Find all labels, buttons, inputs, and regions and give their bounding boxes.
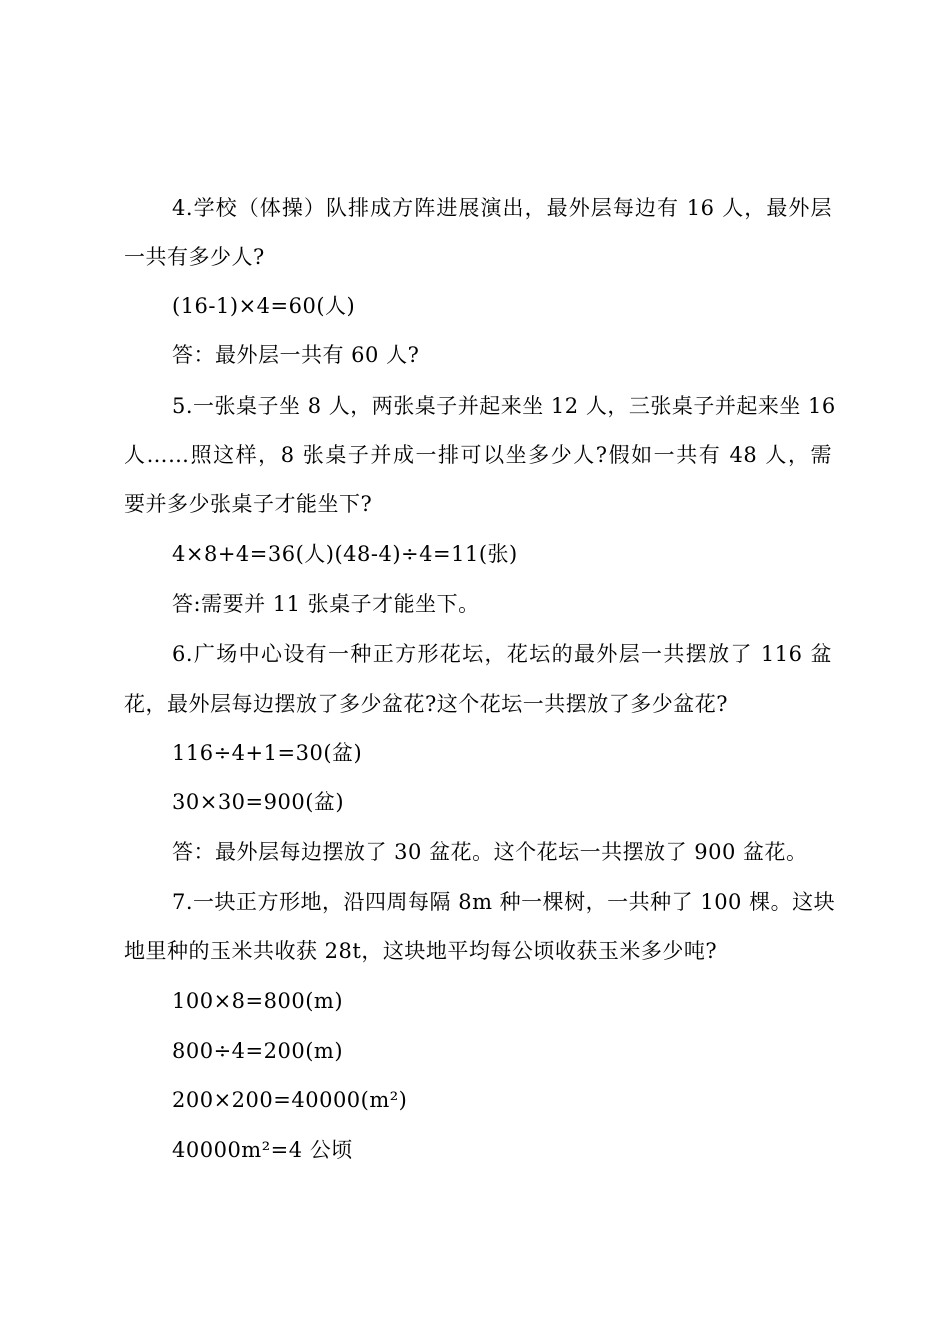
problem-5-solution: 4×8+4=36(人)(48-4)÷4=11(张) bbox=[172, 542, 518, 566]
problem-5-line-2: 人……照这样，8 张桌子并成一排可以坐多少人?假如一共有 48 人，需 bbox=[124, 443, 832, 467]
problem-7-line-1: 7.一块正方形地，沿四周每隔 8m 种一棵树，一共种了 100 棵。这块 bbox=[172, 890, 836, 914]
problem-4-line-1: 4.学校（体操）队排成方阵进展演出，最外层每边有 16 人，最外层 bbox=[172, 196, 832, 220]
problem-5-line-3: 要并多少张桌子才能坐下? bbox=[124, 492, 373, 516]
problem-6-line-2: 花，最外层每边摆放了多少盆花?这个花坛一共摆放了多少盆花? bbox=[124, 692, 729, 716]
problem-7-line-2: 地里种的玉米共收获 28t，这块地平均每公顷收获玉米多少吨? bbox=[124, 939, 718, 963]
problem-5-line-1: 5.一张桌子坐 8 人，两张桌子并起来坐 12 人，三张桌子并起来坐 16 bbox=[172, 394, 836, 418]
problem-6-solution-2: 30×30=900(盆) bbox=[172, 790, 345, 814]
problem-5-answer: 答:需要并 11 张桌子才能坐下。 bbox=[172, 592, 480, 616]
problem-6-line-1: 6.广场中心设有一种正方形花坛，花坛的最外层一共摆放了 116 盆 bbox=[172, 642, 832, 666]
problem-4-solution: (16-1)×4=60(人) bbox=[172, 294, 356, 318]
problem-7-solution-2: 800÷4=200(m) bbox=[172, 1039, 344, 1063]
problem-7-solution-1: 100×8=800(m) bbox=[172, 989, 344, 1013]
problem-4-line-2: 一共有多少人? bbox=[124, 245, 265, 269]
problem-7-solution-4: 40000m²=4 公顷 bbox=[172, 1138, 353, 1162]
problem-4-answer: 答：最外层一共有 60 人? bbox=[172, 343, 420, 367]
problem-6-solution-1: 116÷4+1=30(盆) bbox=[172, 741, 363, 765]
problem-6-answer: 答：最外层每边摆放了 30 盆花。这个花坛一共摆放了 900 盆花。 bbox=[172, 840, 808, 864]
problem-7-solution-3: 200×200=40000(m²) bbox=[172, 1088, 408, 1112]
